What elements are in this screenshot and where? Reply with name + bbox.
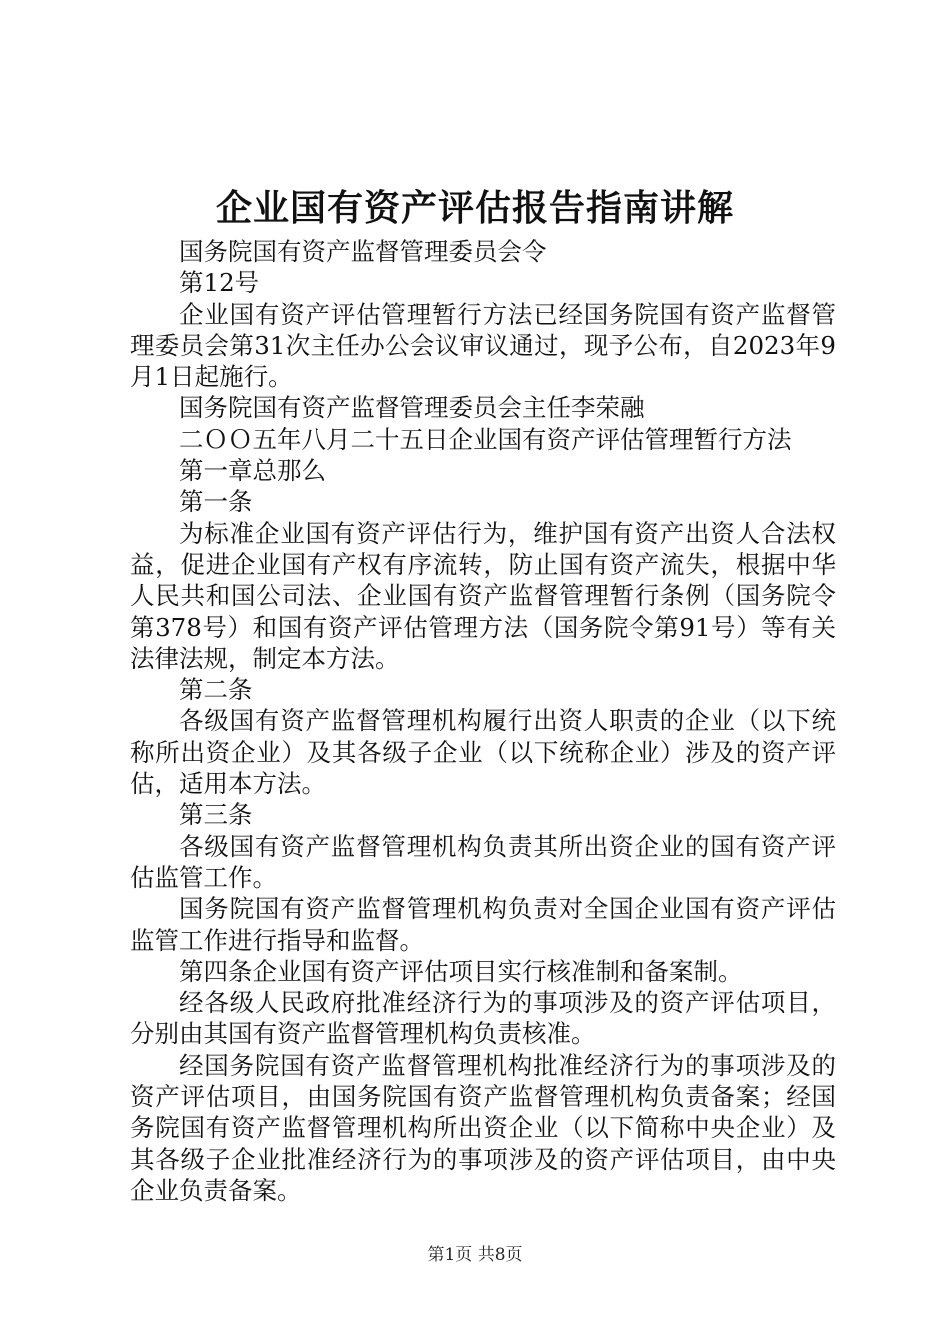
paragraph-article-3-body-1: 各级国有资产监督管理机构负责其所出资企业的国有资产评估监管工作。 bbox=[130, 831, 836, 892]
document-title: 企业国有资产评估报告指南讲解 bbox=[215, 187, 734, 229]
paragraph-article-4-body-2: 经国务院国有资产监督管理机构批准经济行为的事项涉及的资产评估项目，由国务院国有资产监督管理机构负责备案；经国务院国有资产监督管理机构所出资企业（以下简称中央企业）及其各级子企业批准经济行为的事项涉及的资产评估项目，由中央企业负责备案。 bbox=[130, 1050, 836, 1205]
paragraph-decree-number: 第12号 bbox=[179, 268, 260, 298]
paragraph-article-4-heading: 第四条企业国有资产评估项目实行核准制和备案制。 bbox=[179, 956, 743, 986]
paragraph-article-2-body: 各级国有资产监督管理机构履行出资人职责的企业（以下统称所出资企业）及其各级子企业（以下统称企业）涉及的资产评估，适用本方法。 bbox=[130, 706, 836, 799]
paragraph-article-1-body: 为标准企业国有资产评估行为，维护国有资产出资人合法权益，促进企业国有产权有序流转，防止国有资产流失，根据中华人民共和国公司法、企业国有资产监督管理暂行条例（国务院令第378号）和国有资产评估管理方法（国务院令第91号）等有关法律法规，制定本方法。 bbox=[130, 518, 836, 673]
paragraph-article-3-body-2: 国务院国有资产监督管理机构负责对全国企业国有资产评估监管工作进行指导和监督。 bbox=[130, 894, 836, 955]
paragraph-article-3-heading: 第三条 bbox=[179, 800, 253, 830]
paragraph-article-2-heading: 第二条 bbox=[179, 675, 253, 705]
paragraph-signatory: 国务院国有资产监督管理委员会主任李荣融 bbox=[179, 393, 645, 423]
paragraph-article-1-heading: 第一条 bbox=[179, 487, 253, 517]
paragraph-announcement: 企业国有资产评估管理暂行方法已经国务院国有资产监督管理委员会第31次主任办公会议审议通过，现予公布，自2023年9月1日起施行。 bbox=[130, 299, 836, 392]
paragraph-chapter-1: 第一章总那么 bbox=[179, 456, 326, 486]
paragraph-article-4-body-1: 经各级人民政府批准经济行为的事项涉及的资产评估项目，分别由其国有资产监督管理机构负责核准。 bbox=[130, 988, 836, 1049]
paragraph-decree-issuer: 国务院国有资产监督管理委员会令 bbox=[179, 237, 547, 266]
page-footer: 第1页 共8页 bbox=[427, 1245, 523, 1265]
document-body bbox=[130, 236, 836, 1206]
paragraph-date-and-title: 二ＯＯ五年八月二十五日企业国有资产评估管理暂行方法 bbox=[179, 424, 792, 454]
